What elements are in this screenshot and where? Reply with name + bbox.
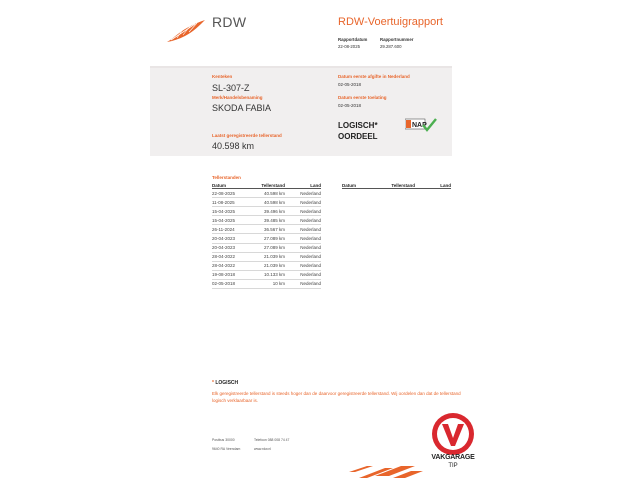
row-km: 40.598 km <box>263 199 285 205</box>
report-title: RDW-Voertuigrapport <box>338 16 443 28</box>
odometer-section-title: Tellerstanden <box>212 175 241 180</box>
header-date: Datum <box>212 182 227 188</box>
table-row <box>212 216 321 225</box>
row-date: 15-04-2025 <box>212 208 236 214</box>
odometer-value: 40.598 km <box>212 141 255 151</box>
row-date: 20-04-2023 <box>212 236 236 242</box>
header-land-2: Land <box>440 182 451 188</box>
row-km: 27.089 km <box>263 236 285 242</box>
table-row <box>212 198 321 207</box>
verdict <box>338 120 378 142</box>
table-row <box>212 253 321 262</box>
row-date: 22-08-2025 <box>212 190 236 196</box>
verdict-line2: OORDEEL <box>338 132 378 141</box>
rdw-stripes-icon <box>345 462 425 480</box>
row-km: 21.039 km <box>263 263 285 269</box>
row-land: Nederland <box>300 254 321 260</box>
verdict-line1: LOGISCH* <box>338 121 378 130</box>
row-date: 15-04-2025 <box>212 217 236 223</box>
row-km: 40.598 km <box>263 190 285 196</box>
header-date-2: Datum <box>342 182 357 188</box>
vakgarage-line1: VAKGARAGE <box>431 454 475 461</box>
row-land: Nederland <box>300 236 321 242</box>
report-number-value: 29.287.600 <box>380 44 402 49</box>
row-date: 28-04-2022 <box>212 263 236 269</box>
report-date-label: Rapportdatum <box>338 37 368 42</box>
plate-label: Kenteken <box>212 74 233 79</box>
row-land: Nederland <box>300 190 321 196</box>
vakgarage-logo-icon <box>428 410 478 458</box>
row-km: 39.496 km <box>263 208 285 214</box>
table-body <box>212 189 321 289</box>
row-km: 10 km <box>272 281 285 287</box>
vehicle-panel <box>150 66 452 156</box>
odometer-label: Laatst geregistreerde tellerstand <box>212 133 282 138</box>
row-km: 36.567 km <box>263 226 285 232</box>
first-nl-value: 02-05-2018 <box>338 82 362 87</box>
row-date: 02-05-2018 <box>212 281 236 287</box>
plate-value: SL-307-Z <box>212 83 250 93</box>
vakgarage-badge <box>428 410 478 480</box>
row-land: Nederland <box>300 217 321 223</box>
first-nl-label: Datum eerste afgifte in Nederland <box>338 74 410 79</box>
row-date: 20-04-2023 <box>212 245 236 251</box>
odometer-table-2 <box>342 182 451 189</box>
footnote-title <box>212 380 238 386</box>
first-admission-value: 02-05-2018 <box>338 103 362 108</box>
row-land: Nederland <box>300 281 321 287</box>
make-label: Merk/Handelsbenaming <box>212 95 263 100</box>
table-row <box>212 234 321 243</box>
footnote-star: * <box>212 380 214 386</box>
row-land: Nederland <box>300 245 321 251</box>
row-land: Nederland <box>300 208 321 214</box>
header-km: Tellerstand <box>261 182 285 188</box>
header-land: Land <box>310 182 321 188</box>
report-date <box>338 37 367 49</box>
table-row <box>212 189 321 198</box>
row-date: 11-08-2025 <box>212 199 235 205</box>
make-value: SKODA FABIA <box>212 103 272 113</box>
contact-web: www.rdw.nl <box>254 447 271 451</box>
report-number-label: Rapportnummer <box>380 37 414 42</box>
row-date: 28-04-2022 <box>212 254 236 260</box>
vakgarage-line2: TIP <box>448 463 458 469</box>
report-date-value: 22-08-2025 <box>338 44 360 49</box>
table-row <box>212 271 321 280</box>
first-admission-label: Datum eerste toelating <box>338 95 387 100</box>
table-row <box>212 280 321 289</box>
address-block <box>212 436 240 454</box>
report-number <box>380 37 413 49</box>
row-date: 26-11-2024 <box>212 226 235 232</box>
row-km: 10.133 km <box>263 272 285 278</box>
address-city: 9640 RA Veendam <box>212 447 241 451</box>
address-po: Postbus 30000 <box>212 438 235 442</box>
svg-text:NAP: NAP <box>412 122 427 129</box>
row-km: 27.089 km <box>263 245 285 251</box>
nap-logo-icon <box>405 118 437 132</box>
table-row <box>212 244 321 253</box>
row-land: Nederland <box>300 263 321 269</box>
table-row <box>212 262 321 271</box>
row-land: Nederland <box>300 226 321 232</box>
contact-block <box>254 436 289 454</box>
table-header-2 <box>342 182 451 189</box>
table-row <box>212 207 321 216</box>
row-km: 21.039 km <box>263 254 285 260</box>
footnote-title-text: LOGISCH <box>215 380 239 386</box>
row-land: Nederland <box>300 272 321 278</box>
table-row <box>212 225 321 234</box>
row-date: 19-08-2018 <box>212 272 236 278</box>
table-header <box>212 182 321 189</box>
header-km-2: Tellerstand <box>391 182 415 188</box>
row-km: 39.485 km <box>263 217 285 223</box>
footnote-text: Elk geregistreerde tellerstand is steeds hoger dan de daarvoor geregistreerde tellerstand. Wij oordelen dan dat de tellerstand logisch verklaarbaar is. <box>212 391 461 403</box>
contact-phone: Telefoon 088 008 74 47 <box>254 438 290 442</box>
rdw-logo-icon <box>165 16 207 44</box>
brand-name: RDW <box>212 14 247 30</box>
row-land: Nederland <box>300 199 321 205</box>
odometer-table <box>212 182 321 289</box>
